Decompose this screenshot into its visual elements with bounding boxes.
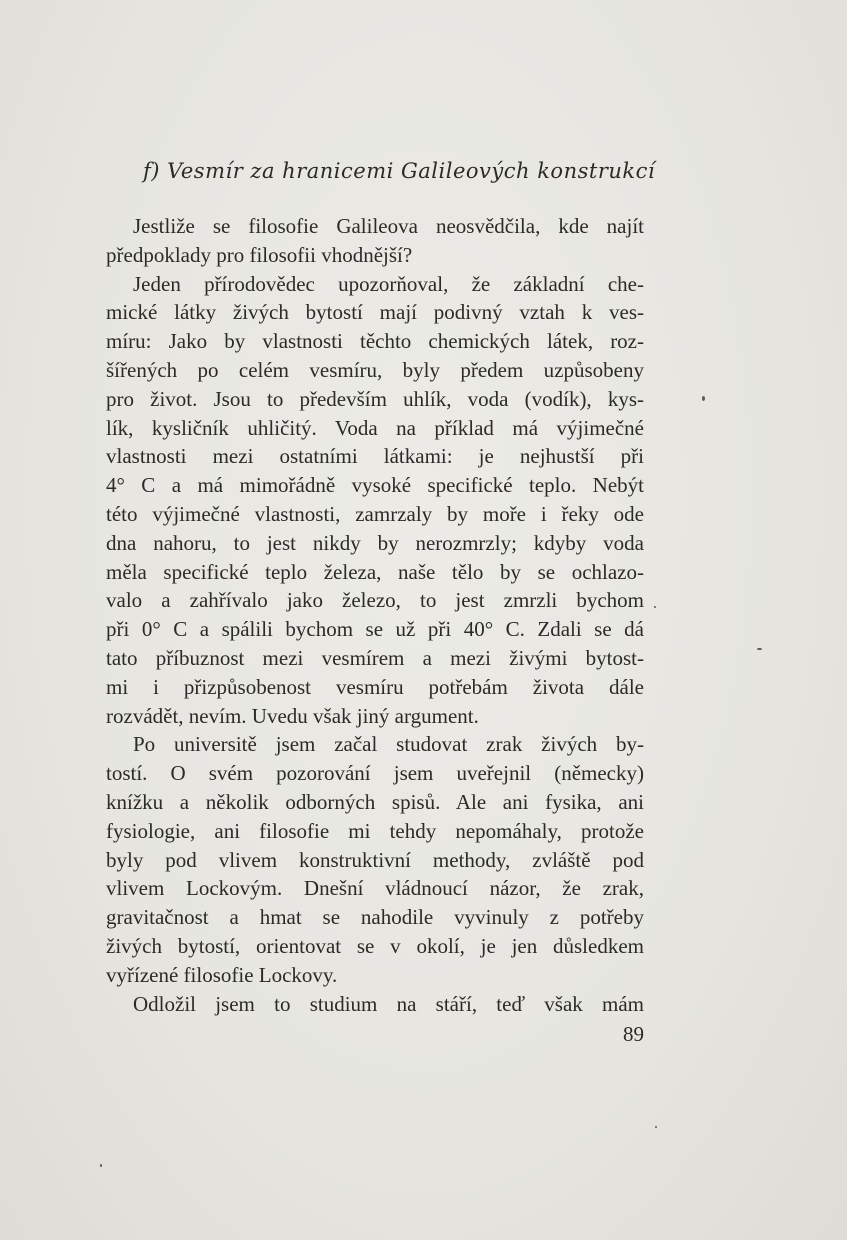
text-line: lík, kysličník uhličitý. Voda na příklad má výjimečné: [106, 415, 644, 440]
text-line: měla specifické teplo železa, naše tělo by se ochlazo-: [106, 559, 644, 584]
text-line: Po universitě jsem začal studovat zrak živých by-: [133, 732, 644, 757]
text-line: předpoklady pro filosofii vhodnější?: [106, 242, 413, 267]
text-line: této výjimečné vlastnosti, zamrzaly by moře i řeky ode: [106, 501, 644, 526]
text-line: dna nahoru, to jest nikdy by nerozmrzly; kdyby voda: [106, 530, 644, 555]
text-line: fysiologie, ani filosofie mi tehdy nepomáhaly, protože: [106, 818, 644, 843]
scan-speck: [100, 1164, 102, 1167]
text-line: 4° C a má mimořádně vysoké specifické teplo. Nebýt: [106, 473, 644, 498]
text-line: tato příbuznost mezi vesmírem a mezi živými bytost-: [106, 645, 644, 670]
text-line: Jestliže se filosofie Galileova neosvědčila, kde najít: [133, 214, 644, 238]
text-line: míru: Jako by vlastnosti těchto chemických látek, roz-: [106, 329, 644, 354]
text-line: Jeden přírodovědec upozorňoval, že základní che-: [133, 271, 644, 296]
text-line: rozvádět, nevím. Uvedu však jiný argument.: [106, 703, 479, 728]
text-line: tostí. O svém pozorování jsem uveřejnil (německy): [106, 761, 644, 786]
scan-speck: [757, 648, 762, 650]
text-line: vlastnosti mezi ostatními látkami: je nejhustší při: [106, 444, 644, 469]
text-line: valo a zahřívalo jako železo, to jest zmrzli bychom: [106, 588, 644, 613]
text-line: mické látky živých bytostí mají podivný vztah k ves-: [106, 300, 644, 325]
page-number: 89: [623, 1022, 644, 1046]
text-line: vyřízené filosofie Lockovy.: [106, 962, 338, 987]
text-line: gravitačnost a hmat se nahodile vyvinuly z potřeby: [106, 905, 644, 930]
scan-speck: [655, 1126, 657, 1128]
text-line: knížku a několik odborných spisů. Ale ani fysika, ani: [106, 789, 644, 814]
text-line: mi i přizpůsobenost vesmíru potřebám života dále: [106, 674, 644, 699]
text-line: živých bytostí, orientovat se v okolí, je jen důsledkem: [106, 933, 644, 958]
scan-speck: [702, 396, 705, 401]
body-text: [106, 212, 644, 1018]
section-heading: f) Vesmír za hranicemi Galileových konstrukcí: [143, 159, 656, 183]
text-line: šířených po celém vesmíru, byly předem uzpůsobeny: [106, 357, 644, 382]
text-line: byly pod vlivem konstruktivní methody, zvláště pod: [106, 847, 644, 872]
text-line: Odložil jsem to studium na stáří, teď však mám: [133, 991, 644, 1016]
text-line: vlivem Lockovým. Dnešní vládnoucí názor, že zrak,: [106, 876, 644, 901]
text-line: pro život. Jsou to především uhlík, voda (vodík), kys-: [106, 386, 644, 411]
scan-speck: [654, 606, 656, 608]
text-line: při 0° C a spálili bychom se už při 40° C. Zdali se dá: [106, 617, 644, 642]
